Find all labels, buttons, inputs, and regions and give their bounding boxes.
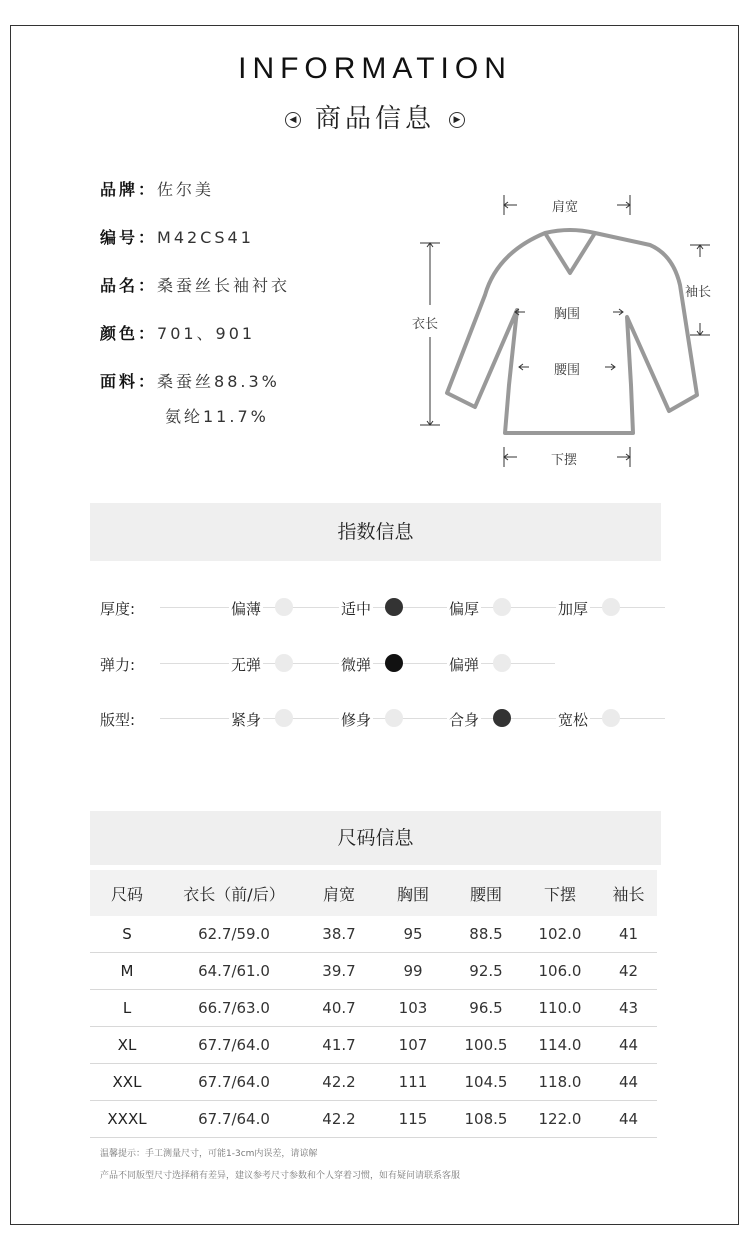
shirt-outline-icon (405, 185, 735, 475)
info-name (100, 273, 290, 296)
thickness-dot[interactable] (275, 598, 293, 616)
info-brand-value: 佐尔美 (157, 180, 215, 199)
info-color-key: 颜色： (100, 324, 158, 343)
fit-label: 版型: (100, 711, 136, 729)
elasticity-dot-selected[interactable] (385, 654, 403, 672)
table-row (90, 953, 657, 990)
cell-chest: 111 (374, 1064, 452, 1101)
thickness-option[interactable]: 适中 (341, 600, 372, 618)
fit-option[interactable]: 合身 (449, 711, 480, 729)
cell-chest: 115 (374, 1101, 452, 1138)
info-fabric (100, 369, 280, 427)
cell-shoulder: 41.7 (304, 1027, 374, 1064)
cell-shoulder: 39.7 (304, 953, 374, 990)
cell-shoulder: 38.7 (304, 916, 374, 953)
cell-hem: 110.0 (520, 990, 600, 1027)
info-fabric-key: 面料： (100, 372, 158, 391)
cell-waist: 104.5 (452, 1064, 520, 1101)
thickness-dot-selected[interactable] (385, 598, 403, 616)
info-code-value: M42CS41 (157, 228, 254, 247)
col-sleeve: 袖长 (600, 870, 657, 916)
info-code (100, 225, 254, 248)
garment-diagram (405, 185, 735, 475)
cell-length: 67.7/64.0 (164, 1101, 304, 1138)
cell-hem: 118.0 (520, 1064, 600, 1101)
cell-size: L (90, 990, 164, 1027)
cell-length: 67.7/64.0 (164, 1064, 304, 1101)
fit-dot[interactable] (602, 709, 620, 727)
elasticity-option[interactable]: 无弹 (231, 656, 262, 674)
title-chinese (0, 98, 750, 135)
cell-size: XL (90, 1027, 164, 1064)
info-fabric-value-2: 氨纶11.7% (165, 407, 269, 426)
label-sleeve: 袖长 (685, 285, 712, 300)
thickness-option[interactable]: 偏厚 (449, 600, 480, 618)
fit-option[interactable]: 紧身 (231, 711, 262, 729)
thickness-dot[interactable] (493, 598, 511, 616)
fit-option[interactable]: 修身 (341, 711, 372, 729)
label-chest: 胸围 (554, 307, 581, 322)
cell-chest: 99 (374, 953, 452, 990)
cell-size: XXXL (90, 1101, 164, 1138)
table-row (90, 1101, 657, 1138)
label-length: 衣长 (412, 317, 439, 332)
cell-sleeve: 41 (600, 916, 657, 953)
size-title: 尺码信息 (337, 827, 414, 849)
table-row (90, 916, 657, 953)
table-row (90, 1064, 657, 1101)
elasticity-dot[interactable] (275, 654, 293, 672)
info-color-value: 701、901 (157, 324, 256, 343)
cell-chest: 107 (374, 1027, 452, 1064)
index-banner (90, 503, 661, 561)
title-english: INFORMATION (238, 52, 512, 85)
elasticity-label: 弹力: (100, 656, 136, 674)
cell-sleeve: 42 (600, 953, 657, 990)
info-name-key: 品名： (100, 276, 158, 295)
thickness-option[interactable]: 加厚 (558, 600, 589, 618)
left-arrow-icon: ◀ (285, 112, 301, 128)
cell-chest: 103 (374, 990, 452, 1027)
elasticity-option[interactable]: 微弹 (341, 656, 372, 674)
thickness-dot[interactable] (602, 598, 620, 616)
label-waist: 腰围 (554, 363, 581, 378)
col-hem: 下摆 (520, 870, 600, 916)
elasticity-option[interactable]: 偏弹 (449, 656, 480, 674)
cell-shoulder: 40.7 (304, 990, 374, 1027)
fit-option[interactable]: 宽松 (558, 711, 589, 729)
table-row (90, 1027, 657, 1064)
col-length: 衣长（前/后） (164, 870, 304, 916)
cell-hem: 102.0 (520, 916, 600, 953)
cell-chest: 95 (374, 916, 452, 953)
thickness-option[interactable]: 偏薄 (231, 600, 262, 618)
cell-waist: 92.5 (452, 953, 520, 990)
cell-shoulder: 42.2 (304, 1101, 374, 1138)
thickness-label: 厚度: (100, 600, 136, 618)
table-row (90, 990, 657, 1027)
cell-waist: 108.5 (452, 1101, 520, 1138)
note-measurement: 温馨提示：手工测量尺寸，可能1-3cm内误差，请谅解 (100, 1149, 318, 1159)
cell-sleeve: 44 (600, 1101, 657, 1138)
elasticity-dot[interactable] (493, 654, 511, 672)
info-code-key: 编号： (100, 228, 158, 247)
cell-shoulder: 42.2 (304, 1064, 374, 1101)
right-arrow-icon: ▶ (449, 112, 465, 128)
cell-sleeve: 43 (600, 990, 657, 1027)
fit-dot[interactable] (385, 709, 403, 727)
title-chinese-text: 商品信息 (314, 104, 435, 134)
cell-hem: 122.0 (520, 1101, 600, 1138)
size-table-header (90, 870, 657, 916)
col-chest: 胸围 (374, 870, 452, 916)
col-waist: 腰围 (452, 870, 520, 916)
size-banner (90, 811, 661, 865)
info-brand (100, 177, 214, 200)
cell-waist: 88.5 (452, 916, 520, 953)
cell-hem: 106.0 (520, 953, 600, 990)
col-size: 尺码 (90, 870, 164, 916)
note-fit-advice: 产品不同版型尺寸选择稍有差异，建议参考尺寸参数和个人穿着习惯，如有疑问请联系客服 (100, 1171, 461, 1181)
cell-size: XXL (90, 1064, 164, 1101)
info-color (100, 321, 255, 344)
cell-sleeve: 44 (600, 1027, 657, 1064)
info-name-value: 桑蚕丝长袖衬衣 (157, 276, 291, 295)
label-hem: 下摆 (551, 453, 578, 468)
col-shoulder: 肩宽 (304, 870, 374, 916)
cell-waist: 100.5 (452, 1027, 520, 1064)
fit-dot[interactable] (275, 709, 293, 727)
cell-hem: 114.0 (520, 1027, 600, 1064)
cell-waist: 96.5 (452, 990, 520, 1027)
cell-length: 62.7/59.0 (164, 916, 304, 953)
index-title: 指数信息 (337, 521, 414, 543)
fit-dot-selected[interactable] (493, 709, 511, 727)
size-table (90, 870, 657, 1138)
cell-length: 64.7/61.0 (164, 953, 304, 990)
cell-size: M (90, 953, 164, 990)
cell-sleeve: 44 (600, 1064, 657, 1101)
cell-size: S (90, 916, 164, 953)
info-fabric-value: 桑蚕丝88.3% (157, 372, 280, 391)
cell-length: 67.7/64.0 (164, 1027, 304, 1064)
label-shoulder: 肩宽 (552, 200, 579, 215)
cell-length: 66.7/63.0 (164, 990, 304, 1027)
info-brand-key: 品牌： (100, 180, 158, 199)
